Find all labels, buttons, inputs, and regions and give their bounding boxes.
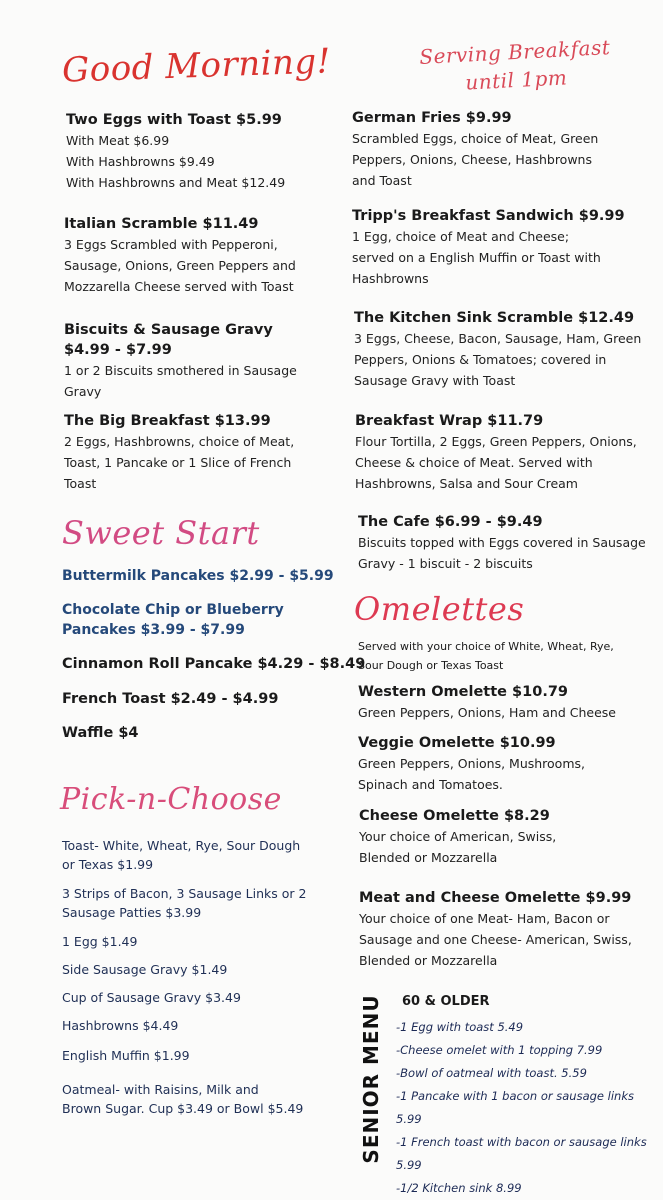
item-kitchen-sink (354, 308, 641, 391)
pick-line: Oatmeal- with Raisins, Milk and (62, 1082, 259, 1097)
item-name: Two Eggs with Toast $5.99 (66, 112, 282, 128)
item-desc-line: Blended or Mozzarella (359, 953, 498, 968)
item-desc-line: Scrambled Eggs, choice of Meat, Green (352, 131, 599, 146)
item-price: $4.99 - $7.99 (64, 342, 172, 358)
pick-hashbrowns: Hashbrowns $4.49 (62, 1018, 179, 1033)
item-name: Biscuits & Sausage Gravy (64, 322, 273, 338)
item-desc-line: Peppers, Onions & Tomatoes; covered in (354, 352, 607, 367)
pick-line: Toast- White, Wheat, Rye, Sour Dough (62, 838, 301, 853)
senior-item: -Cheese omelet with 1 topping 7.99 (396, 1043, 603, 1057)
item-desc-line: Green Peppers, Onions, Mushrooms, (358, 756, 585, 771)
pick-line: Brown Sugar. Cup $3.49 or Bowl $5.49 (62, 1101, 304, 1116)
senior-items (396, 1016, 663, 1200)
item-name: Meat and Cheese Omelette $9.99 (359, 890, 632, 906)
senior-item: -Bowl of oatmeal with toast. 5.59 (396, 1066, 587, 1080)
item-name: Western Omelette $10.79 (358, 684, 569, 700)
item-meat-cheese-omelette (359, 888, 632, 971)
pick-line: or Texas $1.99 (62, 857, 154, 872)
item-desc-line: Green Peppers, Onions, Ham and Cheese (358, 705, 616, 720)
item-veggie-omelette (358, 733, 585, 795)
item-desc-line: Biscuits topped with Eggs covered in Sausage (358, 535, 646, 550)
item-desc-line: With Hashbrowns and Meat $12.49 (66, 175, 286, 190)
item-the-cafe (358, 512, 646, 574)
item-name: The Big Breakfast $13.99 (64, 413, 271, 429)
item-name: German Fries $9.99 (352, 110, 512, 126)
intro-line: Served with your choice of White, Wheat, Rye, (358, 640, 614, 653)
item-desc-line: Toast (64, 476, 97, 491)
item-desc-line: Cheese & choice of Meat. Served with (355, 455, 593, 470)
senior-age: 60 & OLDER (402, 994, 490, 1009)
item-name: Veggie Omelette $10.99 (358, 735, 556, 751)
item-desc-line: Hashbrowns, Salsa and Sour Cream (355, 476, 578, 491)
item-desc-line: Sausage Gravy with Toast (354, 373, 516, 388)
item-price: Pancakes $3.99 - $7.99 (62, 622, 245, 638)
item-desc-line: Blended or Mozzarella (359, 850, 498, 865)
omelettes-heading: Omelettes (354, 590, 525, 628)
pick-line: Sausage Patties $3.99 (62, 905, 202, 920)
pick-n-choose-heading: Pick-n-Choose (60, 782, 282, 817)
item-german-fries (352, 108, 598, 191)
item-desc-line: Spinach and Tomatoes. (358, 777, 503, 792)
item-desc-line: 3 Eggs Scrambled with Pepperoni, (64, 237, 278, 252)
item-waffle: Waffle $4 (62, 725, 139, 741)
item-buttermilk-pancakes: Buttermilk Pancakes $2.99 - $5.99 (62, 568, 334, 584)
item-western-omelette (358, 682, 616, 723)
item-desc-line: Sausage, Onions, Green Peppers and (64, 258, 296, 273)
item-cheese-omelette (359, 806, 556, 868)
item-desc-line: Gravy (64, 384, 102, 399)
item-desc-line: Sausage and one Cheese- American, Swiss, (359, 932, 632, 947)
item-desc-line: Peppers, Onions, Cheese, Hashbrowns (352, 152, 592, 167)
item-cinnamon-roll-pancake: Cinnamon Roll Pancake $4.29 - $8.49 (62, 656, 366, 672)
item-desc-line: With Hashbrowns $9.49 (66, 154, 215, 169)
pick-line: 3 Strips of Bacon, 3 Sausage Links or 2 (62, 886, 307, 901)
serving-line-2: until 1pm (464, 65, 568, 95)
item-italian-scramble (64, 214, 296, 297)
item-name: The Kitchen Sink Scramble $12.49 (354, 310, 635, 326)
item-biscuits-gravy (64, 320, 297, 402)
intro-line: Sour Dough or Texas Toast (358, 659, 504, 672)
item-name: Cheese Omelette $8.29 (359, 808, 550, 824)
senior-item: -1 Pancake with 1 bacon or sausage links 5.99 (396, 1089, 634, 1126)
pick-oatmeal (62, 1080, 303, 1118)
senior-menu-text: SENIOR MENU (359, 994, 383, 1164)
serving-line-1: Serving Breakfast (418, 35, 611, 70)
item-breakfast-wrap (355, 411, 637, 494)
item-two-eggs (66, 110, 285, 193)
item-chocolate-chip-pancakes (62, 600, 284, 640)
item-desc-line: 1 or 2 Biscuits smothered in Sausage (64, 363, 297, 378)
item-desc-line: Gravy - 1 biscuit - 2 biscuits (358, 556, 533, 571)
item-desc-line: Your choice of American, Swiss, (359, 829, 557, 844)
item-tripps-sandwich (352, 206, 625, 289)
senior-menu-label (356, 993, 386, 1165)
omelette-intro (358, 637, 614, 675)
item-name: Breakfast Wrap $11.79 (355, 413, 544, 429)
item-desc-line: Toast, 1 Pancake or 1 Slice of French (64, 455, 292, 470)
item-desc-line: 3 Eggs, Cheese, Bacon, Sausage, Ham, Green (354, 331, 642, 346)
item-desc-line: Mozzarella Cheese served with Toast (64, 279, 294, 294)
item-name: The Cafe $6.99 - $9.49 (358, 514, 543, 530)
pick-english-muffin: English Muffin $1.99 (62, 1048, 190, 1063)
pick-bacon (62, 884, 306, 922)
pick-toast (62, 836, 300, 874)
item-desc-line: Hashbrowns (352, 271, 429, 286)
good-morning-heading: Good Morning! (61, 41, 332, 91)
item-name: Chocolate Chip or Blueberry (62, 602, 284, 618)
item-desc-line: served on a English Muffin or Toast with (352, 250, 601, 265)
pick-cup-gravy: Cup of Sausage Gravy $3.49 (62, 990, 241, 1005)
senior-item: -1 French toast with bacon or sausage links 5.99 (396, 1135, 647, 1172)
serving-breakfast-note (419, 33, 613, 99)
item-desc-line: Your choice of one Meat- Ham, Bacon or (359, 911, 610, 926)
sweet-start-heading: Sweet Start (62, 514, 260, 552)
item-name: Tripp's Breakfast Sandwich $9.99 (352, 208, 625, 224)
item-name: Italian Scramble $11.49 (64, 216, 259, 232)
item-desc-line: Flour Tortilla, 2 Eggs, Green Peppers, Onions, (355, 434, 637, 449)
item-french-toast: French Toast $2.49 - $4.99 (62, 691, 279, 707)
item-desc-line: 1 Egg, choice of Meat and Cheese; (352, 229, 570, 244)
item-desc-line: 2 Eggs, Hashbrowns, choice of Meat, (64, 434, 295, 449)
pick-egg: 1 Egg $1.49 (62, 934, 138, 949)
item-big-breakfast (64, 411, 294, 494)
senior-item: -1 Egg with toast 5.49 (396, 1020, 524, 1034)
item-desc-line: and Toast (352, 173, 412, 188)
pick-side-gravy: Side Sausage Gravy $1.49 (62, 962, 228, 977)
item-desc-line: With Meat $6.99 (66, 133, 170, 148)
senior-item: -1/2 Kitchen sink 8.99 (396, 1181, 522, 1195)
